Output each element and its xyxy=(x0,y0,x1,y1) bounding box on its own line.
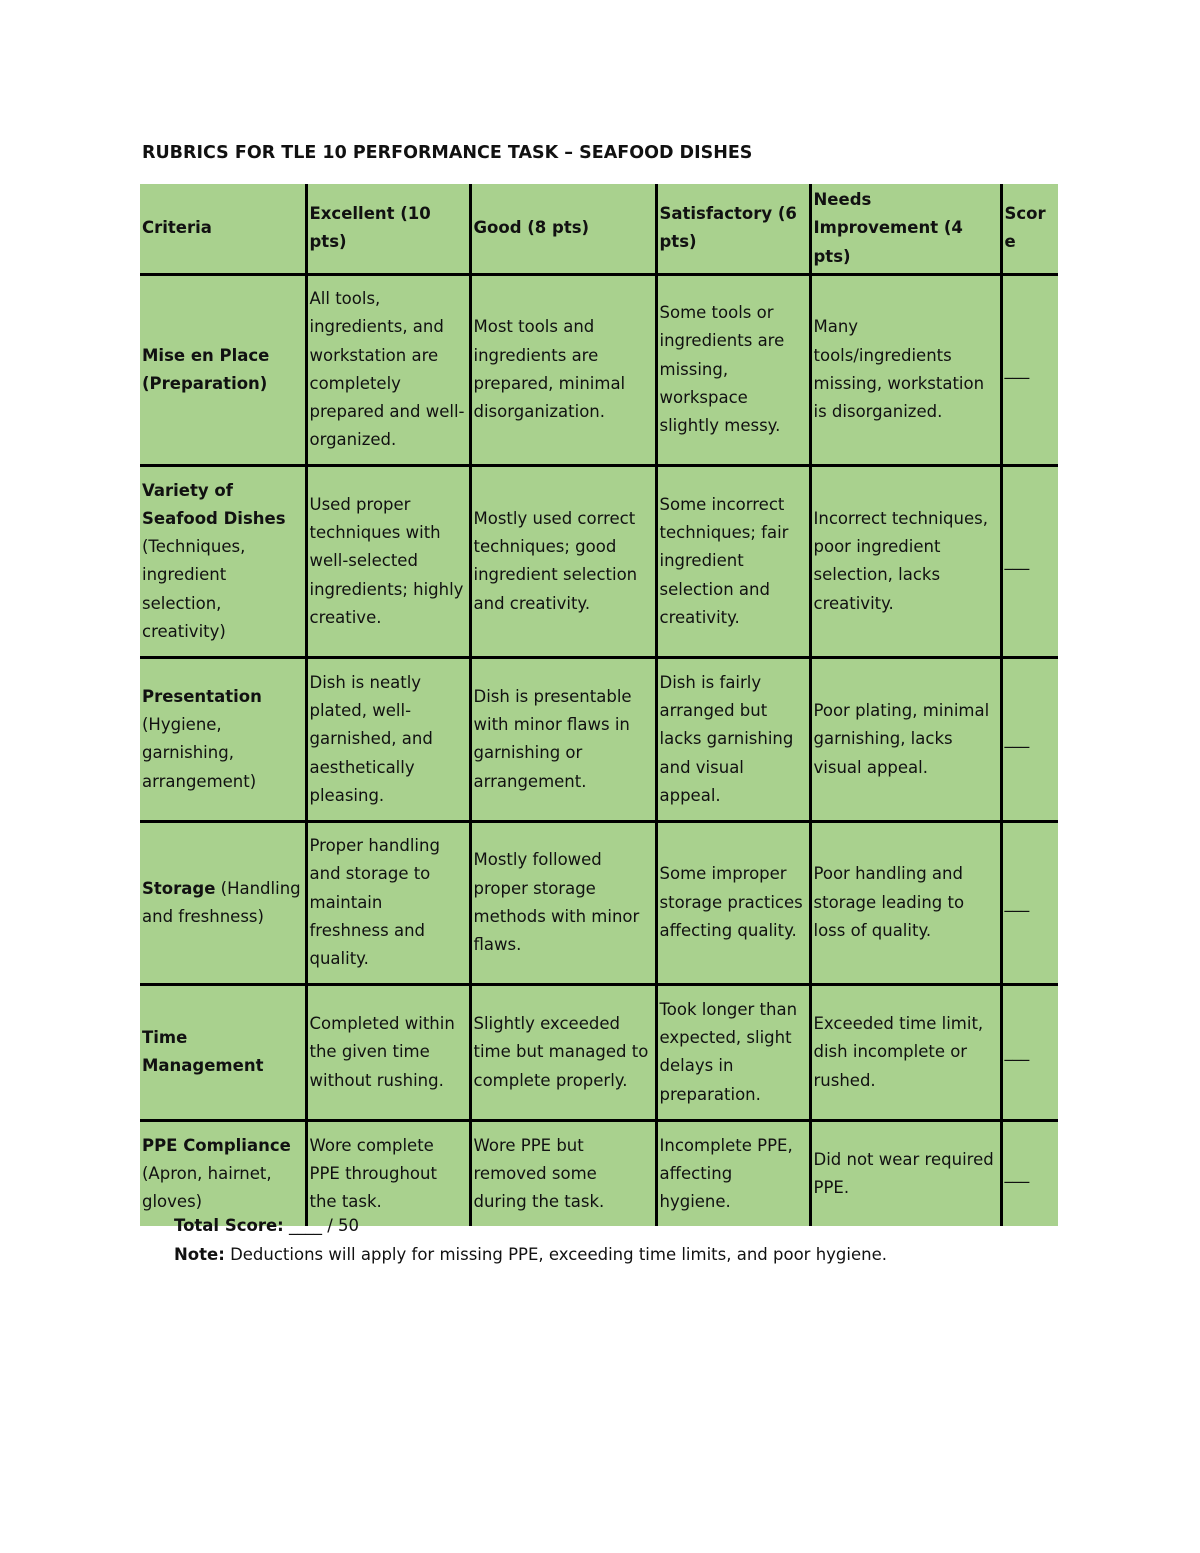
criterion-cell xyxy=(140,1120,306,1226)
criterion-cell xyxy=(140,984,306,1120)
criterion-name: Mise en Place (Preparation) xyxy=(142,345,270,393)
table-header-row xyxy=(140,184,1058,274)
criterion-name: Time Management xyxy=(142,1028,264,1076)
satisfactory-cell: Some incorrect techniques; fair ingredient selection and creativity. xyxy=(656,465,810,657)
good-cell: Most tools and ingredients are prepared, minimal disorganization. xyxy=(470,274,656,465)
note-text: Deductions will apply for missing PPE, exceeding time limits, and poor hygiene. xyxy=(224,1245,887,1264)
page-title: RUBRICS FOR TLE 10 PERFORMANCE TASK – SEAFOOD DISHES xyxy=(142,143,753,163)
total-score-line xyxy=(174,1216,359,1235)
satisfactory-cell: Some tools or ingredients are missing, workspace slightly messy. xyxy=(656,274,810,465)
satisfactory-cell: Dish is fairly arranged but lacks garnishing and visual appeal. xyxy=(656,657,810,821)
criterion-detail: (Hygiene, garnishing, arrangement) xyxy=(142,715,257,791)
total-score-label: Total Score: xyxy=(174,1216,284,1235)
criterion-name: Variety of Seafood Dishes xyxy=(142,480,286,528)
table-row xyxy=(140,984,1058,1120)
criterion-detail: (Apron, hairnet, gloves) xyxy=(142,1163,272,1212)
satisfactory-cell: Incomplete PPE, affecting hygiene. xyxy=(656,1120,810,1226)
satisfactory-cell: Some improper storage practices affecting quality. xyxy=(656,821,810,984)
needs-improvement-cell: Poor plating, minimal garnishing, lacks visual appeal. xyxy=(810,657,1001,821)
header-satisfactory: Satisfactory (6 pts) xyxy=(656,184,810,274)
satisfactory-cell: Took longer than expected, slight delays in preparation. xyxy=(656,984,810,1120)
criterion-cell xyxy=(140,657,306,821)
header-criteria: Criteria xyxy=(140,184,306,274)
table-row xyxy=(140,821,1058,984)
note-line xyxy=(174,1245,887,1264)
excellent-cell: Dish is neatly plated, well-garnished, and aesthetically pleasing. xyxy=(306,657,470,821)
table-row xyxy=(140,1120,1058,1226)
excellent-cell: All tools, ingredients, and workstation are completely prepared and well-organized. xyxy=(306,274,470,465)
header-excellent: Excellent (10 pts) xyxy=(306,184,470,274)
criterion-name: PPE Compliance xyxy=(142,1135,291,1155)
criterion-cell xyxy=(140,465,306,657)
score-blank[interactable]: ___ xyxy=(1001,821,1058,984)
good-cell: Wore PPE but removed some during the task. xyxy=(470,1120,656,1226)
excellent-cell: Wore complete PPE throughout the task. xyxy=(306,1120,470,1226)
needs-improvement-cell: Exceeded time limit, dish incomplete or rushed. xyxy=(810,984,1001,1120)
criterion-name: Presentation xyxy=(142,686,262,706)
score-blank[interactable]: ___ xyxy=(1001,1120,1058,1226)
total-score-value[interactable]: ____ / 50 xyxy=(283,1216,360,1235)
table-row xyxy=(140,274,1058,465)
excellent-cell: Proper handling and storage to maintain freshness and quality. xyxy=(306,821,470,984)
good-cell: Dish is presentable with minor flaws in garnishing or arrangement. xyxy=(470,657,656,821)
excellent-cell: Used proper techniques with well-selected ingredients; highly creative. xyxy=(306,465,470,657)
score-blank[interactable]: ___ xyxy=(1001,274,1058,465)
criterion-name: Storage xyxy=(142,878,216,898)
criterion-detail: (Handling and freshness) xyxy=(142,878,301,926)
criterion-detail: (Techniques, ingredient selection, creativity) xyxy=(142,537,246,641)
good-cell: Mostly used correct techniques; good ingredient selection and creativity. xyxy=(470,465,656,657)
needs-improvement-cell: Poor handling and storage leading to loss of quality. xyxy=(810,821,1001,984)
table-row xyxy=(140,465,1058,657)
score-blank[interactable]: ___ xyxy=(1001,657,1058,821)
needs-improvement-cell: Did not wear required PPE. xyxy=(810,1120,1001,1226)
needs-improvement-cell: Many tools/ingredients missing, workstation is disorganized. xyxy=(810,274,1001,465)
criterion-cell xyxy=(140,274,306,465)
good-cell: Slightly exceeded time but managed to complete properly. xyxy=(470,984,656,1120)
table-row xyxy=(140,657,1058,821)
note-label: Note: xyxy=(174,1245,225,1264)
needs-improvement-cell: Incorrect techniques, poor ingredient selection, lacks creativity. xyxy=(810,465,1001,657)
score-blank[interactable]: ___ xyxy=(1001,465,1058,657)
good-cell: Mostly followed proper storage methods with minor flaws. xyxy=(470,821,656,984)
score-blank[interactable]: ___ xyxy=(1001,984,1058,1120)
header-good: Good (8 pts) xyxy=(470,184,656,274)
header-score: Score xyxy=(1001,184,1058,274)
header-needs-improvement: Needs Improvement (4 pts) xyxy=(810,184,1001,274)
criterion-cell xyxy=(140,821,306,984)
rubric-table xyxy=(140,184,1058,1226)
excellent-cell: Completed within the given time without rushing. xyxy=(306,984,470,1120)
